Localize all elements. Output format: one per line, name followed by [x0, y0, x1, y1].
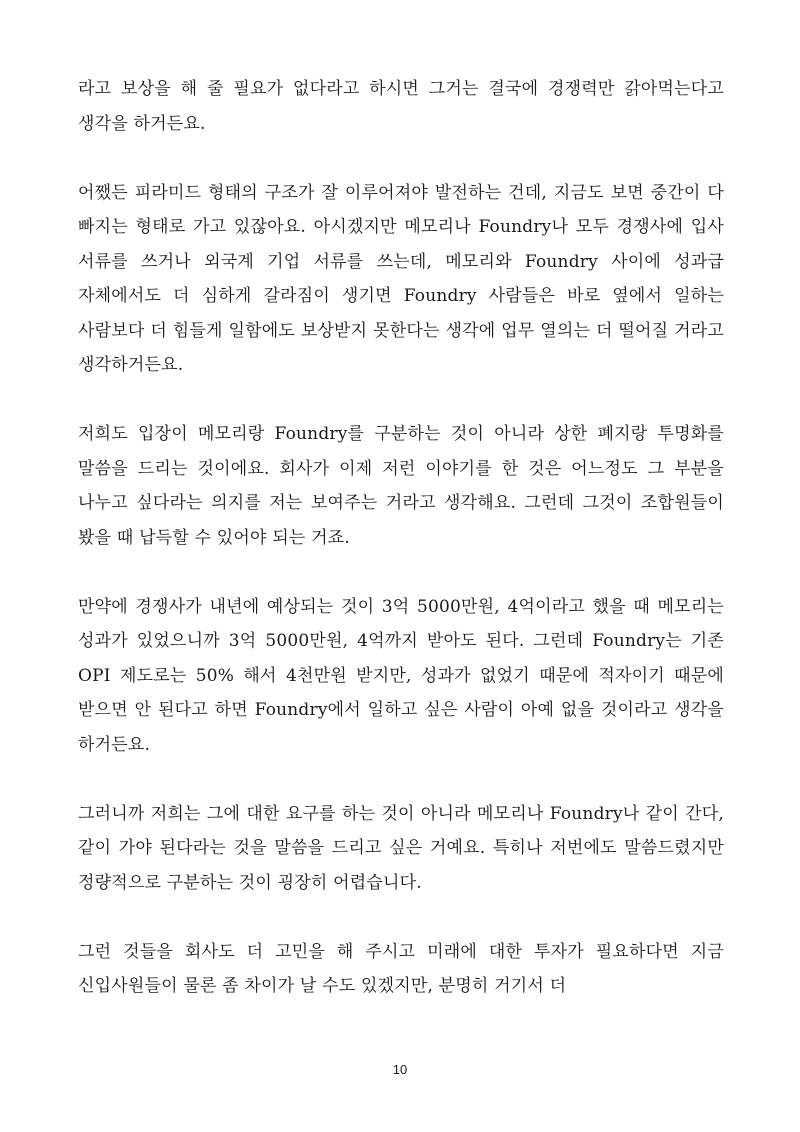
- paragraph-5: 그러니까 저희는 그에 대한 요구를 하는 것이 아니라 메모리나 Foundry나 같이 간다, 같이 가야 된다라는 것을 말씀을 드리고 싶은 거예요. 특히나 저번에도 말씀드렸지만 정량적으로 구분하는 것이 굉장히 어렵습니다.: [78, 803, 724, 893]
- paragraph-6: 그런 것들을 회사도 더 고민을 해 주시고 미래에 대한 투자가 필요하다면 지금 신입사원들이 물론 좀 차이가 날 수도 있겠지만, 분명히 거기서 더: [78, 941, 724, 996]
- page-number: 10: [392, 1062, 408, 1077]
- document-body: [78, 72, 724, 1038]
- paragraph-4: 만약에 경쟁사가 내년에 예상되는 것이 3억 5000만원, 4억이라고 했을 때 메모리는 성과가 있었으니까 3억 5000만원, 4억까지 받아도 된다. 그런데 Foundry는 기존 OPI 제도로는 50% 해서 4천만원 받지만, 성과가 없었기 때문에 적자이기 때문에 받으면 안 된다고 하면 Foundry에서 일하고 싶은 사람이 아예 없을 것이라고 생각을 하거든요.: [78, 596, 724, 755]
- paragraph-1: 라고 보상을 해 줄 필요가 없다라고 하시면 그거는 결국에 경쟁력만 갉아먹는다고 생각을 하거든요.: [78, 79, 724, 134]
- paragraph-3: 저희도 입장이 메모리랑 Foundry를 구분하는 것이 아니라 상한 폐지랑 투명화를 말씀을 드리는 것이에요. 회사가 이제 저런 이야기를 한 것은 어느정도 그 부분을 나누고 싶다라는 의지를 저는 보여주는 거라고 생각해요. 그런데 그것이 조합원들이 봤을 때 납득할 수 있어야 되는 거죠.: [78, 424, 724, 548]
- paragraph-2: 어쨌든 피라미드 형태의 구조가 잘 이루어져야 발전하는 건데, 지금도 보면 중간이 다 빠지는 형태로 가고 있잖아요. 아시겠지만 메모리나 Foundry나 모두 경쟁사에 입사 서류를 쓰거나 외국계 기업 서류를 쓰는데, 메모리와 Foundry 사이에 성과급 자체에서도 더 심하게 갈라짐이 생기면 Foundry 사람들은 바로 옆에서 일하는 사람보다 더 힘들게 일함에도 보상받지 못한다는 생각에 업무 열의는 더 떨어질 거라고 생각하거든요.: [78, 182, 724, 375]
